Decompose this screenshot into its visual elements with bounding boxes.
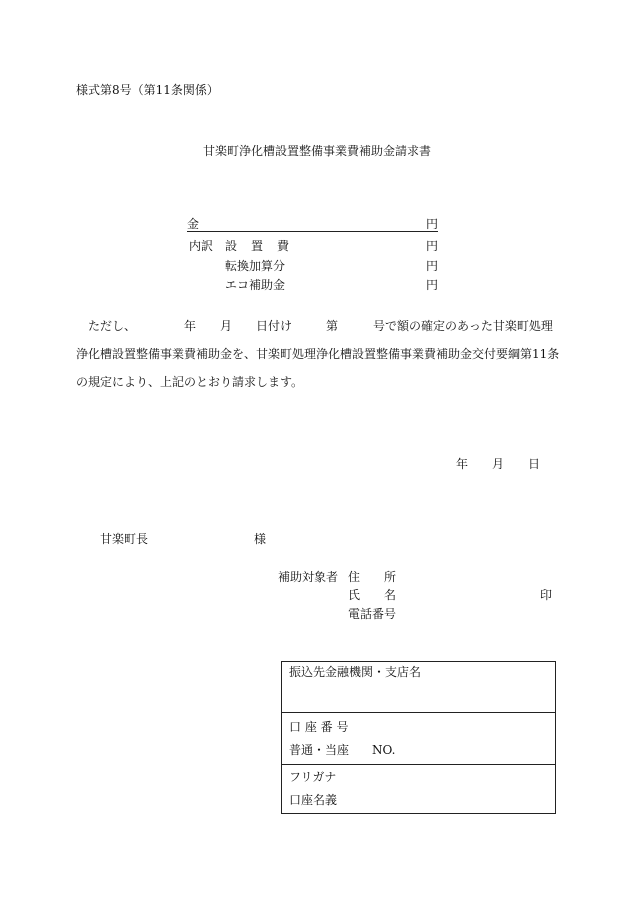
account-number-mark: NO. <box>372 743 396 757</box>
breakdown-unit-conversion: 円 <box>426 259 439 273</box>
account-type: 普通・当座 <box>289 743 350 757</box>
breakdown-label: 内訳 <box>189 239 214 253</box>
bank-separator-2 <box>282 764 555 765</box>
addressee-honorific: 様 <box>254 532 267 546</box>
body-number-prefix: 第 <box>326 319 339 333</box>
breakdown-item-conversion: 転換加算分 <box>225 259 286 273</box>
body-month: 月 <box>220 319 233 333</box>
body-line1-rest: 号で額の確定のあった甘楽町処理 <box>373 319 553 333</box>
form-number: 様式第8号（第11条関係） <box>76 83 219 97</box>
amount-unit: 円 <box>426 217 439 231</box>
phone-label: 電話番号 <box>348 607 397 621</box>
breakdown-item-eco: エコ補助金 <box>225 278 286 292</box>
breakdown-unit-eco: 円 <box>426 278 439 292</box>
furigana-label: フリガナ <box>289 770 337 784</box>
body-year: 年 <box>184 319 197 333</box>
body-line3: の規定により、上記のとおり請求します。 <box>76 375 304 389</box>
bank-institution-label: 振込先金融機関・支店名 <box>289 665 422 679</box>
account-number-label: 口 座 番 号 <box>289 720 349 734</box>
amount-underline <box>187 231 438 232</box>
bank-transfer-box <box>281 661 556 814</box>
seal-mark: 印 <box>540 588 553 602</box>
body-intro: ただし、 <box>88 319 137 333</box>
breakdown-item-installation: 設 置 費 <box>225 239 291 253</box>
body-line2: 浄化槽設置整備事業費補助金を、甘楽町処理浄化槽設置整備事業費補助金交付要綱第11条 <box>76 347 560 361</box>
date-month: 月 <box>492 457 505 471</box>
date-day: 日 <box>528 457 541 471</box>
name-label: 氏 名 <box>348 588 397 602</box>
applicant-role: 補助対象者 <box>278 570 339 584</box>
body-dated: 日付け <box>256 319 293 333</box>
document-title: 甘楽町浄化槽設置整備事業費補助金請求書 <box>203 144 432 158</box>
account-name-label: 口座名義 <box>289 793 338 807</box>
addressee-name: 甘楽町長 <box>100 532 149 546</box>
bank-separator-1 <box>282 712 555 713</box>
breakdown-unit-installation: 円 <box>426 239 439 253</box>
date-year: 年 <box>456 457 469 471</box>
address-label: 住 所 <box>348 570 397 584</box>
amount-label: 金 <box>187 217 200 231</box>
